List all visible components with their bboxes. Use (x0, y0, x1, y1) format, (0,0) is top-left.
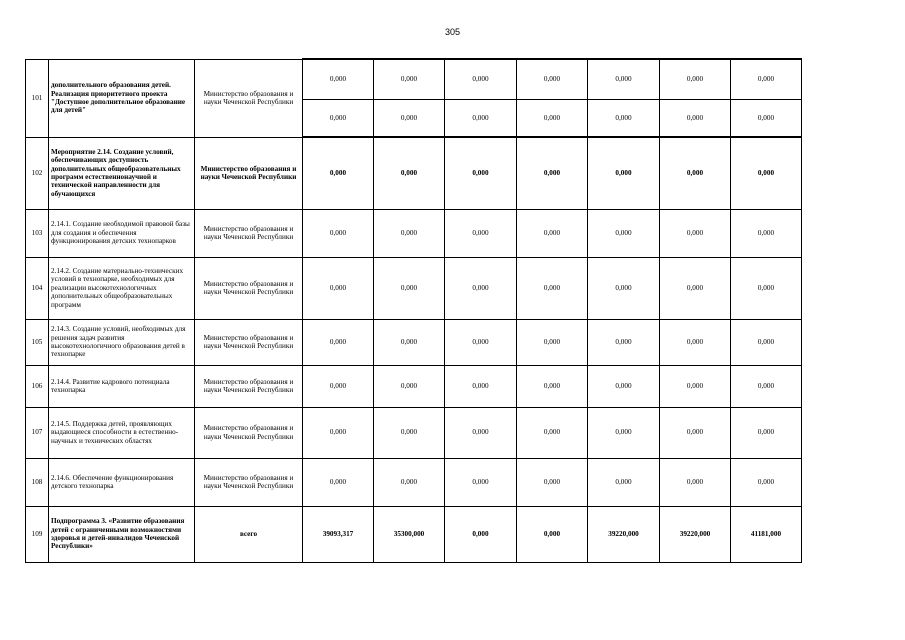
executor: Министерство образования и науки Чеченской Республики (195, 319, 303, 365)
activity-name: 2.14.4. Развитие кадрового потенциала технопарка (49, 365, 195, 407)
value-cell: 0,000 (303, 209, 374, 257)
row-number: 105 (26, 319, 49, 365)
value-cell: 0,000 (588, 99, 660, 137)
value-cell: 0,000 (445, 209, 517, 257)
value-cell: 0,000 (445, 365, 517, 407)
value-cell: 0,000 (660, 407, 731, 458)
row-number: 109 (26, 506, 49, 562)
value-cell: 0,000 (731, 365, 802, 407)
table-row (26, 458, 802, 506)
value-cell: 39093,317 (303, 506, 374, 562)
value-cell: 0,000 (303, 319, 374, 365)
value-cell: 0,000 (660, 137, 731, 209)
value-cell: 0,000 (731, 458, 802, 506)
value-cell: 0,000 (517, 407, 588, 458)
activity-name: Мероприятие 2.14. Создание условий, обеспечивающих доступность дополнительных общеобразовательных программ естественнонаучной и технической направленности для обучающихся (49, 137, 195, 209)
value-cell: 0,000 (517, 137, 588, 209)
value-cell: 0,000 (588, 59, 660, 99)
executor: Министерство образования и науки Чеченской Республики (195, 257, 303, 319)
table-row (26, 365, 802, 407)
value-cell: 39220,000 (588, 506, 660, 562)
value-cell: 0,000 (445, 407, 517, 458)
value-cell: 0,000 (660, 365, 731, 407)
executor: Министерство образования и науки Чеченской Республики (195, 365, 303, 407)
value-cell: 0,000 (303, 407, 374, 458)
value-cell: 0,000 (731, 99, 802, 137)
value-cell: 0,000 (517, 99, 588, 137)
row-number: 106 (26, 365, 49, 407)
row-number: 107 (26, 407, 49, 458)
value-cell: 0,000 (374, 365, 445, 407)
executor: всего (195, 506, 303, 562)
budget-table (25, 58, 802, 563)
value-cell: 0,000 (303, 137, 374, 209)
value-cell: 0,000 (660, 257, 731, 319)
value-cell: 0,000 (374, 407, 445, 458)
value-cell: 0,000 (588, 257, 660, 319)
value-cell: 35300,000 (374, 506, 445, 562)
activity-name: 2.14.3. Создание условий, необходимых для решения задач развития высокотехнологичного образования детей в технопарке (49, 319, 195, 365)
value-cell: 0,000 (374, 257, 445, 319)
value-cell: 0,000 (303, 59, 374, 99)
value-cell: 0,000 (731, 59, 802, 99)
value-cell: 0,000 (445, 458, 517, 506)
table-row (26, 319, 802, 365)
value-cell: 0,000 (517, 59, 588, 99)
value-cell: 0,000 (445, 137, 517, 209)
table-row (26, 137, 802, 209)
value-cell: 0,000 (731, 137, 802, 209)
value-cell: 0,000 (374, 137, 445, 209)
value-cell: 0,000 (588, 209, 660, 257)
value-cell: 39220,000 (660, 506, 731, 562)
table-row (26, 59, 802, 99)
value-cell: 0,000 (517, 209, 588, 257)
executor: Министерство образования и науки Чеченской Республики (195, 209, 303, 257)
executor: Министерство образования и науки Чеченской Республики (195, 458, 303, 506)
value-cell: 0,000 (517, 458, 588, 506)
value-cell: 0,000 (445, 506, 517, 562)
value-cell: 0,000 (731, 257, 802, 319)
activity-name: 2.14.5. Поддержка детей, проявляющих выдающиеся способности в естественно-научных и технических областях (49, 407, 195, 458)
activity-name: 2.14.1. Создание необходимой правовой базы для создания и обеспечения функционирования детских технопарков (49, 209, 195, 257)
row-number: 103 (26, 209, 49, 257)
activity-name: дополнительного образования детей. Реализация приоритетного проекта "Доступное дополнительное образование для детей" (49, 59, 195, 137)
value-cell: 0,000 (517, 257, 588, 319)
activity-name: Подпрограмма 3. «Развитие образования детей с ограниченными возможностями здоровья и детей-инвалидов Чеченской Республики» (49, 506, 195, 562)
row-number: 102 (26, 137, 49, 209)
value-cell: 0,000 (374, 59, 445, 99)
value-cell: 41181,000 (731, 506, 802, 562)
table-row (26, 407, 802, 458)
activity-name: 2.14.2. Создание материально-технических условий в технопарке, необходимых для реализации высокотехнологичных дополнительных общеобразовательных программ (49, 257, 195, 319)
value-cell: 0,000 (303, 458, 374, 506)
value-cell: 0,000 (731, 319, 802, 365)
row-number: 108 (26, 458, 49, 506)
row-number: 101 (26, 59, 49, 137)
row-number: 104 (26, 257, 49, 319)
value-cell: 0,000 (374, 319, 445, 365)
value-cell: 0,000 (374, 209, 445, 257)
table-row (26, 506, 802, 562)
value-cell: 0,000 (660, 319, 731, 365)
value-cell: 0,000 (660, 458, 731, 506)
value-cell: 0,000 (303, 365, 374, 407)
value-cell: 0,000 (445, 319, 517, 365)
value-cell: 0,000 (660, 59, 731, 99)
value-cell: 0,000 (588, 365, 660, 407)
value-cell: 0,000 (588, 458, 660, 506)
value-cell: 0,000 (445, 99, 517, 137)
value-cell: 0,000 (731, 407, 802, 458)
value-cell: 0,000 (588, 137, 660, 209)
value-cell: 0,000 (303, 99, 374, 137)
value-cell: 0,000 (731, 209, 802, 257)
executor: Министерство образования и науки Чеченской Республики (195, 59, 303, 137)
value-cell: 0,000 (517, 506, 588, 562)
page-number: 305 (444, 27, 461, 37)
value-cell: 0,000 (588, 319, 660, 365)
executor: Министерство образования и науки Чеченской Республики (195, 407, 303, 458)
value-cell: 0,000 (517, 365, 588, 407)
value-cell: 0,000 (374, 458, 445, 506)
value-cell: 0,000 (374, 99, 445, 137)
value-cell: 0,000 (660, 99, 731, 137)
executor: Министерство образования и науки Чеченской Республики (195, 137, 303, 209)
value-cell: 0,000 (517, 319, 588, 365)
activity-name: 2.14.6. Обеспечение функционирования детского технопарка (49, 458, 195, 506)
value-cell: 0,000 (303, 257, 374, 319)
value-cell: 0,000 (445, 59, 517, 99)
value-cell: 0,000 (588, 407, 660, 458)
table-row (26, 257, 802, 319)
value-cell: 0,000 (660, 209, 731, 257)
value-cell: 0,000 (445, 257, 517, 319)
table-row (26, 209, 802, 257)
